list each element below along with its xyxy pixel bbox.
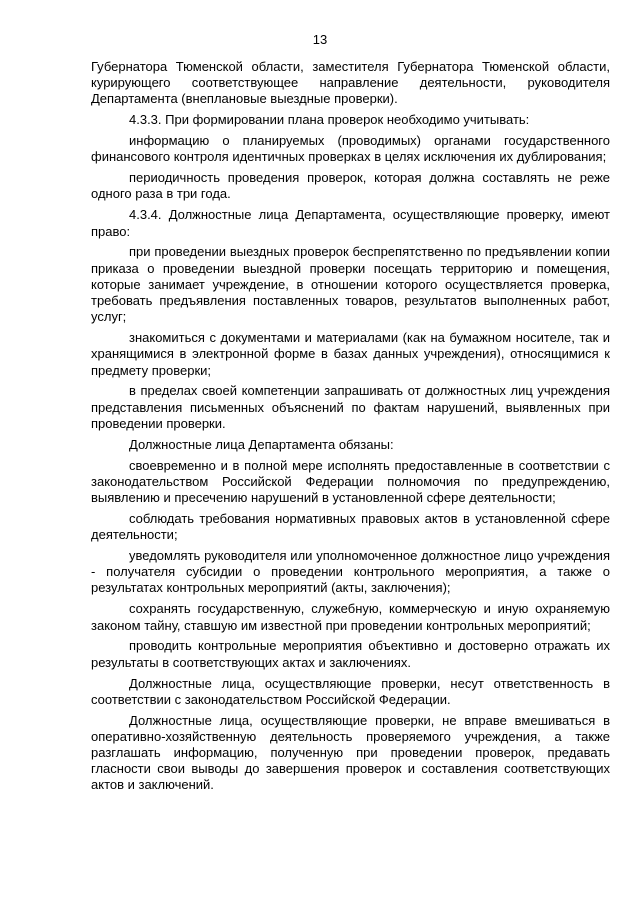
paragraph-right-visit: при проведении выездных проверок беспрепятственно по предъявлении копии приказа о проведении выездной проверки посещать территорию и помещения, которые занимает учреждение, в отношении которого осуществляется проверка, требовать предъявления поставленных товаров, результатов выполненных работ, услуг; (91, 244, 610, 325)
paragraph-duty-powers: своевременно и в полной мере исполнять предоставленные в соответствии с законодательством Российской Федерации полномочия по предупреждению, выявлению и пресечению нарушений в установленной сфере деятельности; (91, 457, 610, 506)
paragraph-continuation: Губернатора Тюменской области, заместителя Губернатора Тюменской области, курирующего соответствующее направление деятельности, руководителя Департамента (внеплановые выездные проверки). (91, 59, 610, 107)
paragraph-4-3-3: 4.3.3. При формировании плана проверок необходимо учитывать: (129, 112, 530, 128)
paragraph-duty-objective: проводить контрольные мероприятия объективно и достоверно отражать их результаты в соответствующих актах и заключениях. (91, 638, 610, 670)
paragraph-non-interference: Должностные лица, осуществляющие проверки, не вправе вмешиваться в оперативно-хозяйственную деятельность проверяемого учреждения, а также разглашать информацию, полученную при проведении проверок, предавать гласности свои выводы до завершения проверок и составления соответствующих актов и заключений. (91, 712, 610, 793)
paragraph-obligations-heading: Должностные лица Департамента обязаны: (129, 436, 394, 452)
paragraph-information-planned-checks: информацию о планируемых (проводимых) органами государственного финансового контроля идентичных проверках в целях исключения их дублирования; (91, 133, 610, 165)
document-body (91, 59, 610, 798)
paragraph-duty-secrecy: сохранять государственную, служебную, коммерческую и иную охраняемую законом тайну, ставшую им известной при проведении контрольных мероприятий; (91, 601, 610, 633)
paragraph-right-documents: знакомиться с документами и материалами (как на бумажном носителе, так и хранящимися в электронной форме в базах данных учреждения), относящимися к предмету проверки; (91, 330, 610, 378)
paragraph-right-explanations: в пределах своей компетенции запрашивать от должностных лиц учреждения представления письменных объяснений по фактам нарушений, выявленных при проведении проверки. (91, 383, 610, 431)
paragraph-duty-comply: соблюдать требования нормативных правовых актов в установленной сфере деятельности; (91, 510, 610, 543)
paragraph-periodicity: периодичность проведения проверок, которая должна составлять не реже одного раза в три года. (91, 170, 610, 202)
paragraph-4-3-4: 4.3.4. Должностные лица Департамента, осуществляющие проверку, имеют право: (91, 207, 610, 239)
paragraph-responsibility: Должностные лица, осуществляющие проверки, несут ответственность в соответствии с законодательством Российской Федерации. (91, 675, 610, 707)
page-number: 13 (312, 32, 328, 47)
paragraph-duty-notify: уведомлять руководителя или уполномоченное должностное лицо учреждения - получателя субсидии о проведении контрольного мероприятия, а также о результатах контрольных мероприятий (акты, заключения); (91, 548, 610, 596)
